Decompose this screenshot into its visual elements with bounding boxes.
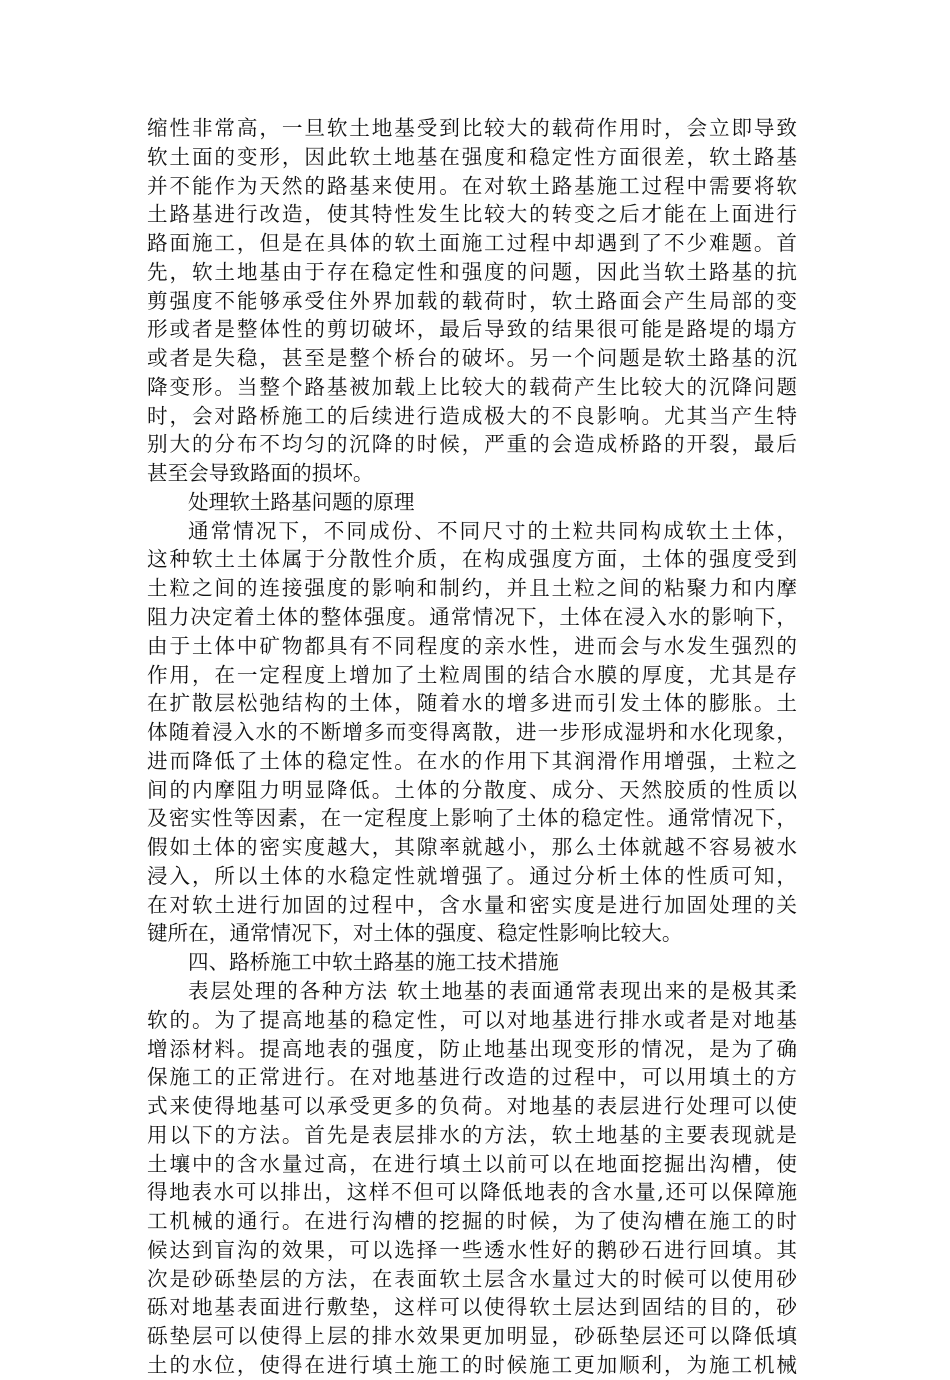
text-line: 在扩散层松弛结构的土体，随着水的增多进而引发土体的膨胀。土 <box>147 691 797 716</box>
text-line: 砾垫层可以使得上层的排水效果更加明显，砂砾垫层还可以降低填 <box>147 1324 797 1349</box>
text-line: 在对软土进行加固的过程中，含水量和密实度是进行加固处理的关 <box>147 892 797 917</box>
text-line: 体随着浸入水的不断增多而变得离散，进一步形成湿坍和水化现象， <box>147 720 797 745</box>
text-line: 剪强度不能够承受住外界加载的载荷时，软土路面会产生局部的变 <box>147 288 797 313</box>
text-line: 阻力决定着土体的整体强度。通常情况下，土体在浸入水的影响下， <box>147 605 797 630</box>
text-line: 由于土体中矿物都具有不同程度的亲水性，进而会与水发生强烈的 <box>147 633 797 658</box>
text-line: 缩性非常高，一旦软土地基受到比较大的载荷作用时，会立即导致 <box>147 116 797 140</box>
text-line: 用以下的方法。首先是表层排水的方法，软土地基的主要表现就是 <box>147 1122 797 1147</box>
text-line: 及密实性等因素，在一定程度上影响了土体的稳定性。通常情况下， <box>147 806 797 831</box>
text-line: 软的。为了提高地基的稳定性，可以对地基进行排水或者是对地基 <box>147 1007 797 1032</box>
text-line: 式来使得地基可以承受更多的负荷。对地基的表层进行处理可以使 <box>147 1094 797 1119</box>
text-line: 键所在，通常情况下，对土体的强度、稳定性影响比较大。 <box>147 921 683 946</box>
text-line: 土路基进行改造，使其特性发生比较大的转变之后才能在上面进行 <box>147 202 797 227</box>
text-line: 增添材料。提高地表的强度，防止地基出现变形的情况，是为了确 <box>147 1036 797 1061</box>
text-line: 砾对地基表面进行敷垫，这样可以使得软土层达到固结的目的，砂 <box>147 1295 797 1320</box>
text-line: 假如土体的密实度越大，其隙率就越小，那么土体就越不容易被水 <box>147 835 797 860</box>
text-line: 浸入，所以土体的水稳定性就增强了。通过分析土体的性质可知， <box>147 863 797 888</box>
text-line: 先，软土地基由于存在稳定性和强度的问题，因此当软土路基的抗 <box>147 259 797 284</box>
section-heading: 处理软土路基问题的原理 <box>188 489 415 514</box>
text-line: 间的内摩阻力明显降低。土体的分散度、成分、天然胶质的性质以 <box>147 777 797 802</box>
text-line: 得地表水可以排出，这样不但可以降低地表的含水量,还可以保障施 <box>147 1180 797 1205</box>
text-line: 路面施工，但是在具体的软土面施工过程中却遇到了不少难题。首 <box>147 231 797 256</box>
text-line: 降变形。当整个路基被加载上比较大的载荷产生比较大的沉降问题 <box>147 374 797 399</box>
text-line: 次是砂砾垫层的方法，在表面软土层含水量过大的时候可以使用砂 <box>147 1266 797 1291</box>
text-line: 软土面的变形，因此软土地基在强度和稳定性方面很差，软土路基 <box>147 144 797 169</box>
text-line: 土壤中的含水量过高，在进行填土以前可以在地面挖掘出沟槽，使 <box>147 1151 797 1176</box>
document-body <box>147 114 797 1380</box>
text-line: 别大的分布不均匀的沉降的时候，严重的会造成桥路的开裂，最后 <box>147 432 797 457</box>
text-line: 这种软土土体属于分散性介质，在构成强度方面，土体的强度受到 <box>147 547 797 572</box>
text-line: 甚至会导致路面的损坏。 <box>147 461 374 486</box>
section-heading: 四、路桥施工中软土路基的施工技术措施 <box>188 950 559 975</box>
text-line: 并不能作为天然的路基来使用。在对软土路基施工过程中需要将软 <box>147 173 797 198</box>
text-line: 土的水位，使得在进行填土施工的时候施工更加顺利，为施工机械 <box>147 1352 797 1377</box>
text-line: 或者是失稳，甚至是整个桥台的破坏。另一个问题是软土路基的沉 <box>147 346 797 371</box>
text-line: 时，会对路桥施工的后续进行造成极大的不良影响。尤其当产生特 <box>147 403 797 428</box>
text-line: 工机械的通行。在进行沟槽的挖掘的时候，为了使沟槽在施工的时 <box>147 1209 797 1234</box>
text-line: 表层处理的各种方法 软土地基的表面通常表现出来的是极其柔 <box>188 978 797 1003</box>
text-line: 土粒之间的连接强度的影响和制约，并且土粒之间的粘聚力和内摩 <box>147 576 797 601</box>
text-line: 候达到盲沟的效果，可以选择一些透水性好的鹅砂石进行回填。其 <box>147 1237 797 1262</box>
text-line: 通常情况下，不同成份、不同尺寸的土粒共同构成软土土体， <box>188 518 797 543</box>
text-line: 保施工的正常进行。在对地基进行改造的过程中，可以用填土的方 <box>147 1065 797 1090</box>
text-line: 进而降低了土体的稳定性。在水的作用下其润滑作用增强，土粒之 <box>147 748 797 773</box>
text-line: 作用，在一定程度上增加了土粒周围的结合水膜的厚度，尤其是存 <box>147 662 797 687</box>
text-line: 形或者是整体性的剪切破坏，最后导致的结果很可能是路堤的塌方 <box>147 317 797 342</box>
